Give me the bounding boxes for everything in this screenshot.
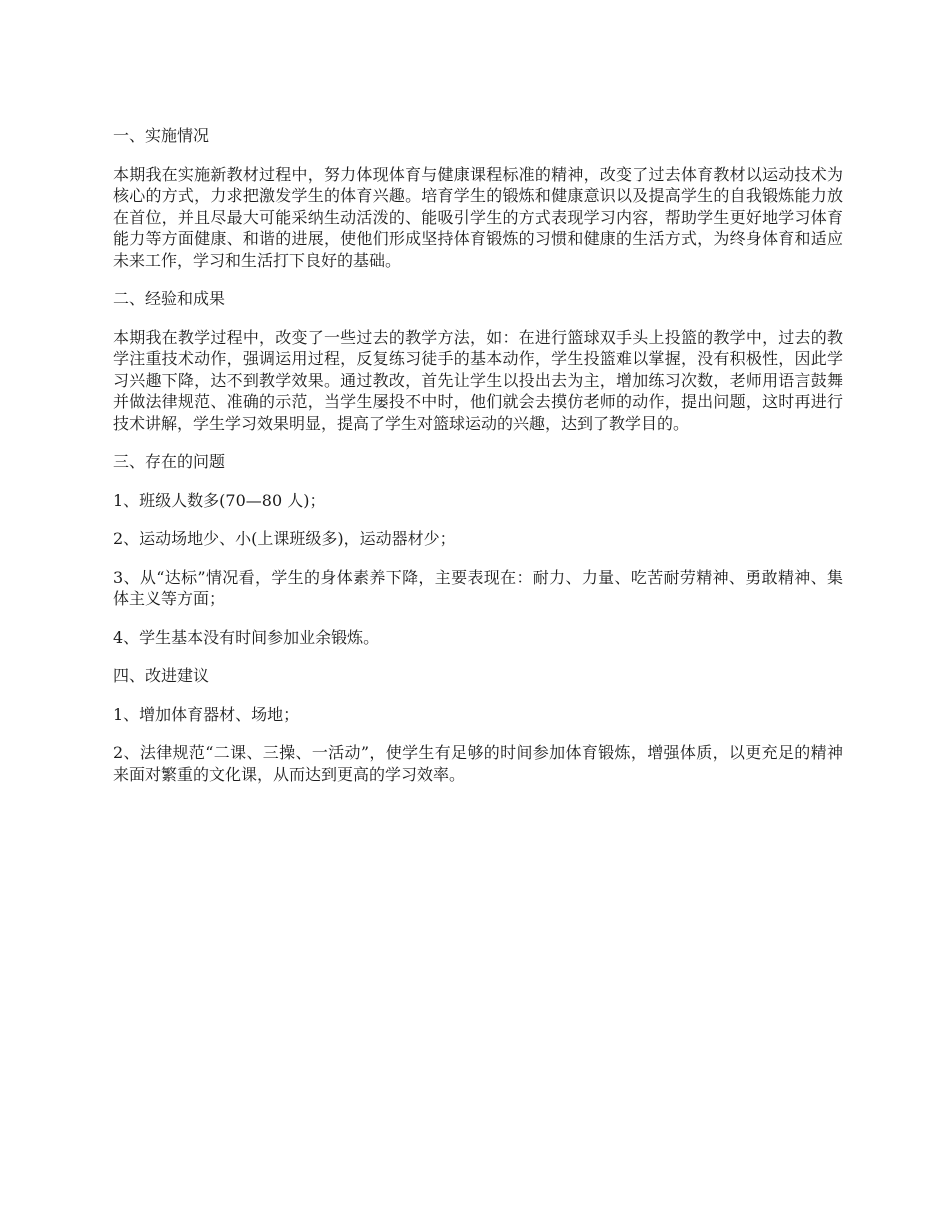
paragraph-implementation: 本期我在实施新教材过程中，努力体现体育与健康课程标准的精神，改变了过去体育教材以运动技术为核心的方式，力求把激发学生的体育兴趣。培育学生的锻炼和健康意识以及提高学生的自我锻炼能力放在首位，并且尽最大可能采纳生动活泼的、能吸引学生的方式表现学习内容，帮助学生更好地学习体育能力等方面健康、和谐的进展，使他们形成坚持体育锻炼的习惯和健康的生活方式，为终身体育和适应未来工作，学习和生活打下良好的基础。 [113, 164, 843, 270]
section-heading-implementation: 一、实施情况 [113, 126, 210, 145]
paragraph-experience: 本期我在教学过程中，改变了一些过去的教学方法，如：在进行篮球双手头上投篮的教学中，过去的教学注重技术动作，强调运用过程，反复练习徒手的基本动作，学生投篮难以掌握，没有积极性，因此学习兴趣下降，达不到教学效果。通过教改，首先让学生以投出去为主，增加练习次数，老师用语言鼓舞并做法律规范、准确的示范，当学生屡投不中时，他们就会去摸仿老师的动作，提出问题，这时再进行技术讲解，学生学习效果明显，提高了学生对篮球运动的兴趣，达到了教学目的。 [113, 327, 843, 433]
section-heading-problems: 三、存在的问题 [113, 452, 226, 471]
section-heading-suggestions: 四、改进建议 [113, 666, 210, 685]
suggestion-item-2: 2、法律规范“二课、三操、一活动”，使学生有足够的时间参加体育锻炼，增强体质，以更充足的精神来面对繁重的文化课，从而达到更高的学习效率。 [113, 743, 843, 784]
problem-item-4: 4、学生基本没有时间参加业余锻炼。 [113, 627, 380, 647]
suggestion-item-1: 1、增加体育器材、场地； [113, 704, 300, 724]
problem-item-3: 3、从“达标”情况看，学生的身体素养下降，主要表现在：耐力、力量、吃苦耐劳精神、勇敢精神、集体主义等方面； [113, 567, 843, 608]
section-heading-experience: 二、经验和成果 [113, 289, 226, 308]
problem-item-2: 2、运动场地少、小(上课班级多)，运动器材少； [113, 529, 456, 548]
document-page [113, 125, 843, 802]
problem-item-1: 1、班级人数多(70—80 人)； [113, 490, 326, 510]
